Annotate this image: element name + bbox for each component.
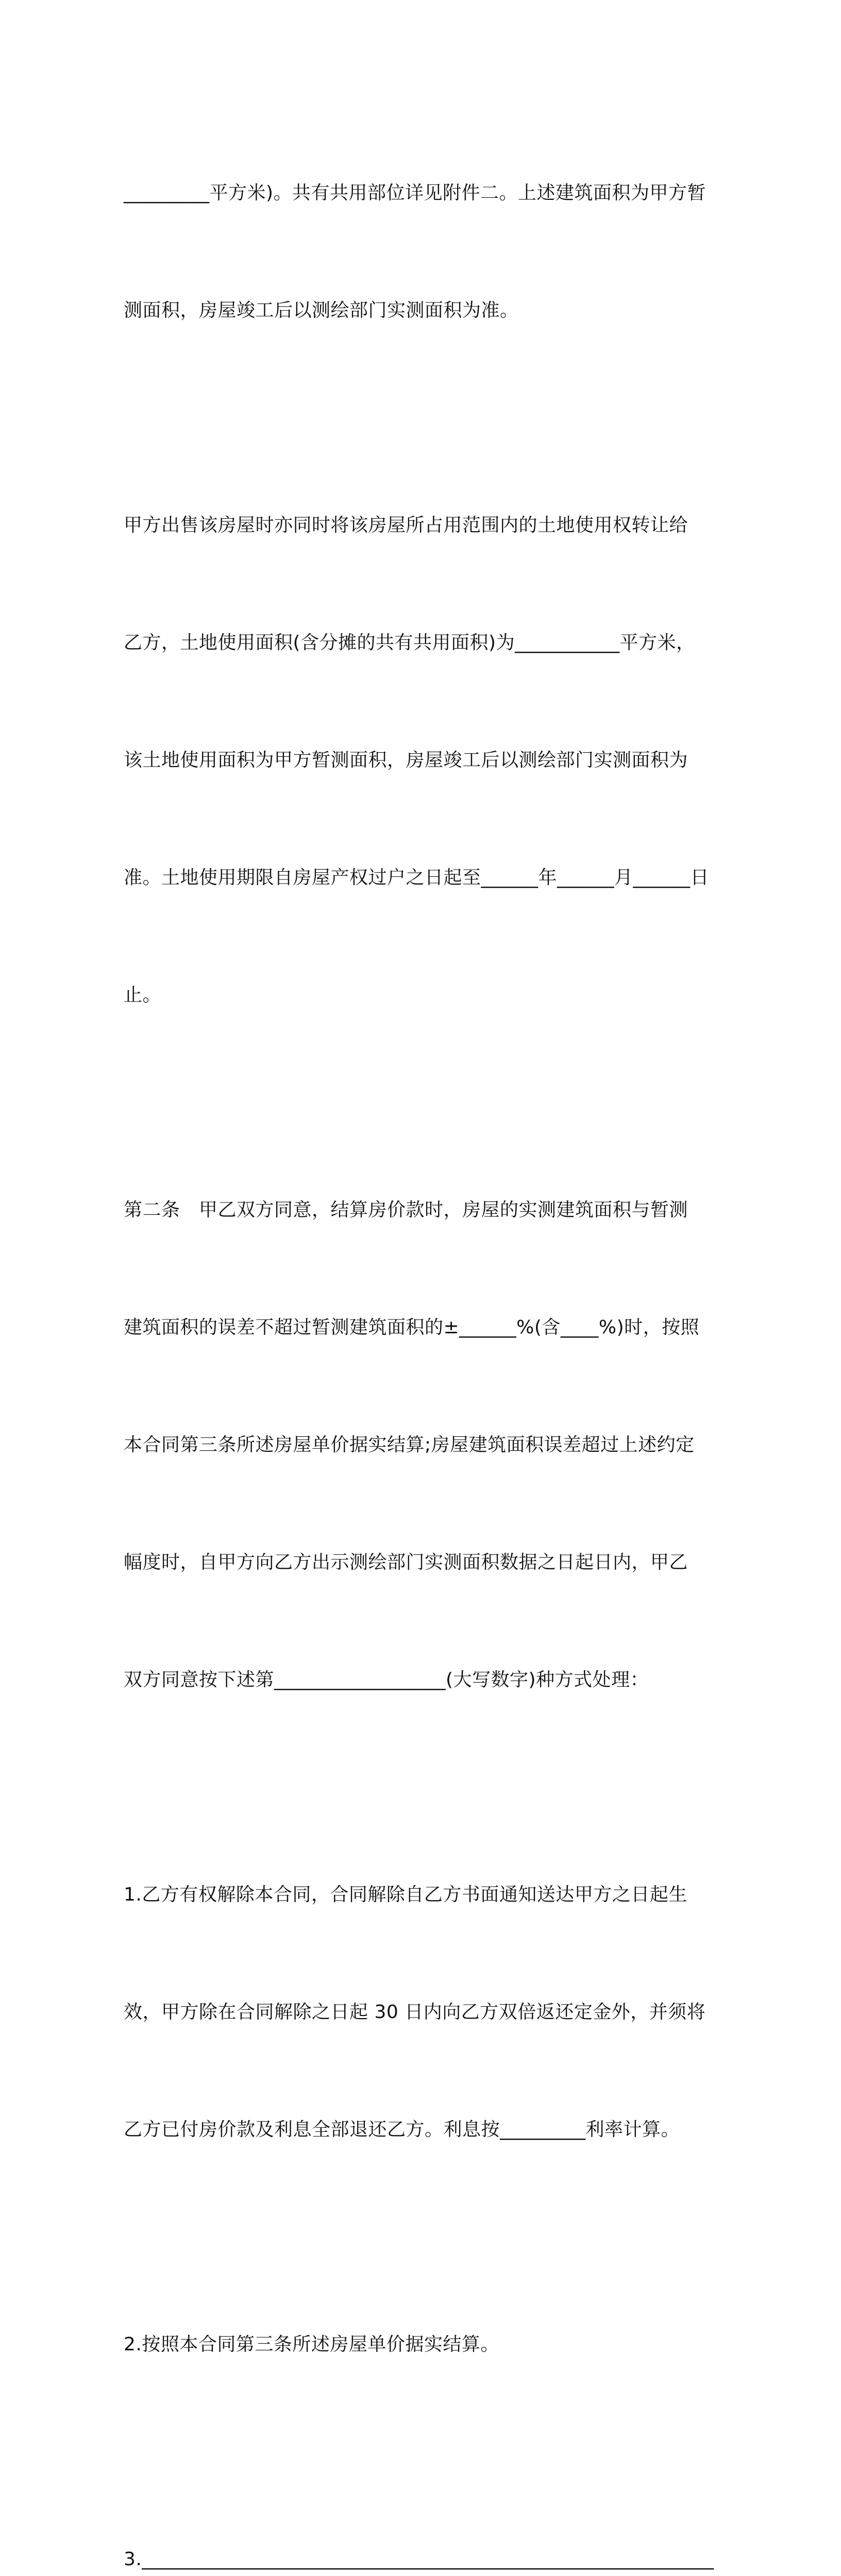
text-line: 乙方已付房价款及利息全部退还乙方。利息按_________利率计算。 — [124, 2119, 680, 2140]
paragraph-option-two — [124, 2247, 721, 2443]
text-line: 准。土地使用期限自房屋产权过户之日起至______年______月______日 — [124, 867, 710, 888]
text-line: 止。 — [124, 985, 162, 1006]
text-line: 乙方，土地使用面积(含分摊的共有共用面积)为___________平方米， — [124, 632, 695, 653]
paragraph-area-note — [124, 95, 721, 409]
paragraph-article-two — [124, 1112, 721, 1778]
paragraph-option-one — [124, 1797, 721, 2228]
text-line: 3.____________________________________________________________ — [124, 2549, 714, 2570]
text-line: 本合同第三条所述房屋单价据实结算;房屋建筑面积误差超过上述约定 — [124, 1434, 695, 1455]
text-line: 1.乙方有权解除本合同，合同解除自乙方书面通知送达甲方之日起生 — [124, 1884, 687, 1905]
text-line: 效，甲方除在合同解除之日起 30 日内向乙方双倍返还定金外，并须将 — [124, 2002, 706, 2023]
text-line: 该土地使用面积为甲方暂测面积，房屋竣工后以测绘部门实测面积为 — [124, 750, 688, 771]
text-line: 测面积，房屋竣工后以测绘部门实测面积为准。 — [124, 300, 519, 321]
paragraph-land-use — [124, 428, 721, 1093]
text-line: 甲方出售该房屋时亦同时将该房屋所占用范围内的土地使用权转让给 — [124, 515, 688, 536]
text-line: 幅度时，自甲方向乙方出示测绘部门实测面积数据之日起日内，甲乙 — [124, 1552, 688, 1573]
text-line: _________平方米)。共有共用部位详见附件二。上述建筑面积为甲方暂 — [124, 182, 707, 204]
text-line: 双方同意按下述第__________________(大写数字)种方式处理： — [124, 1669, 649, 1690]
text-line: 建筑面积的误差不超过暂测建筑面积的±______%(含____%)时，按照 — [124, 1317, 700, 1338]
document-body — [124, 95, 721, 2576]
text-line: 2.按照本合同第三条所述房屋单价据实结算。 — [124, 2334, 499, 2355]
paragraph-option-three — [124, 2462, 721, 2576]
text-line: 第二条 甲乙双方同意，结算房价款时，房屋的实测建筑面积与暂测 — [124, 1199, 688, 1221]
